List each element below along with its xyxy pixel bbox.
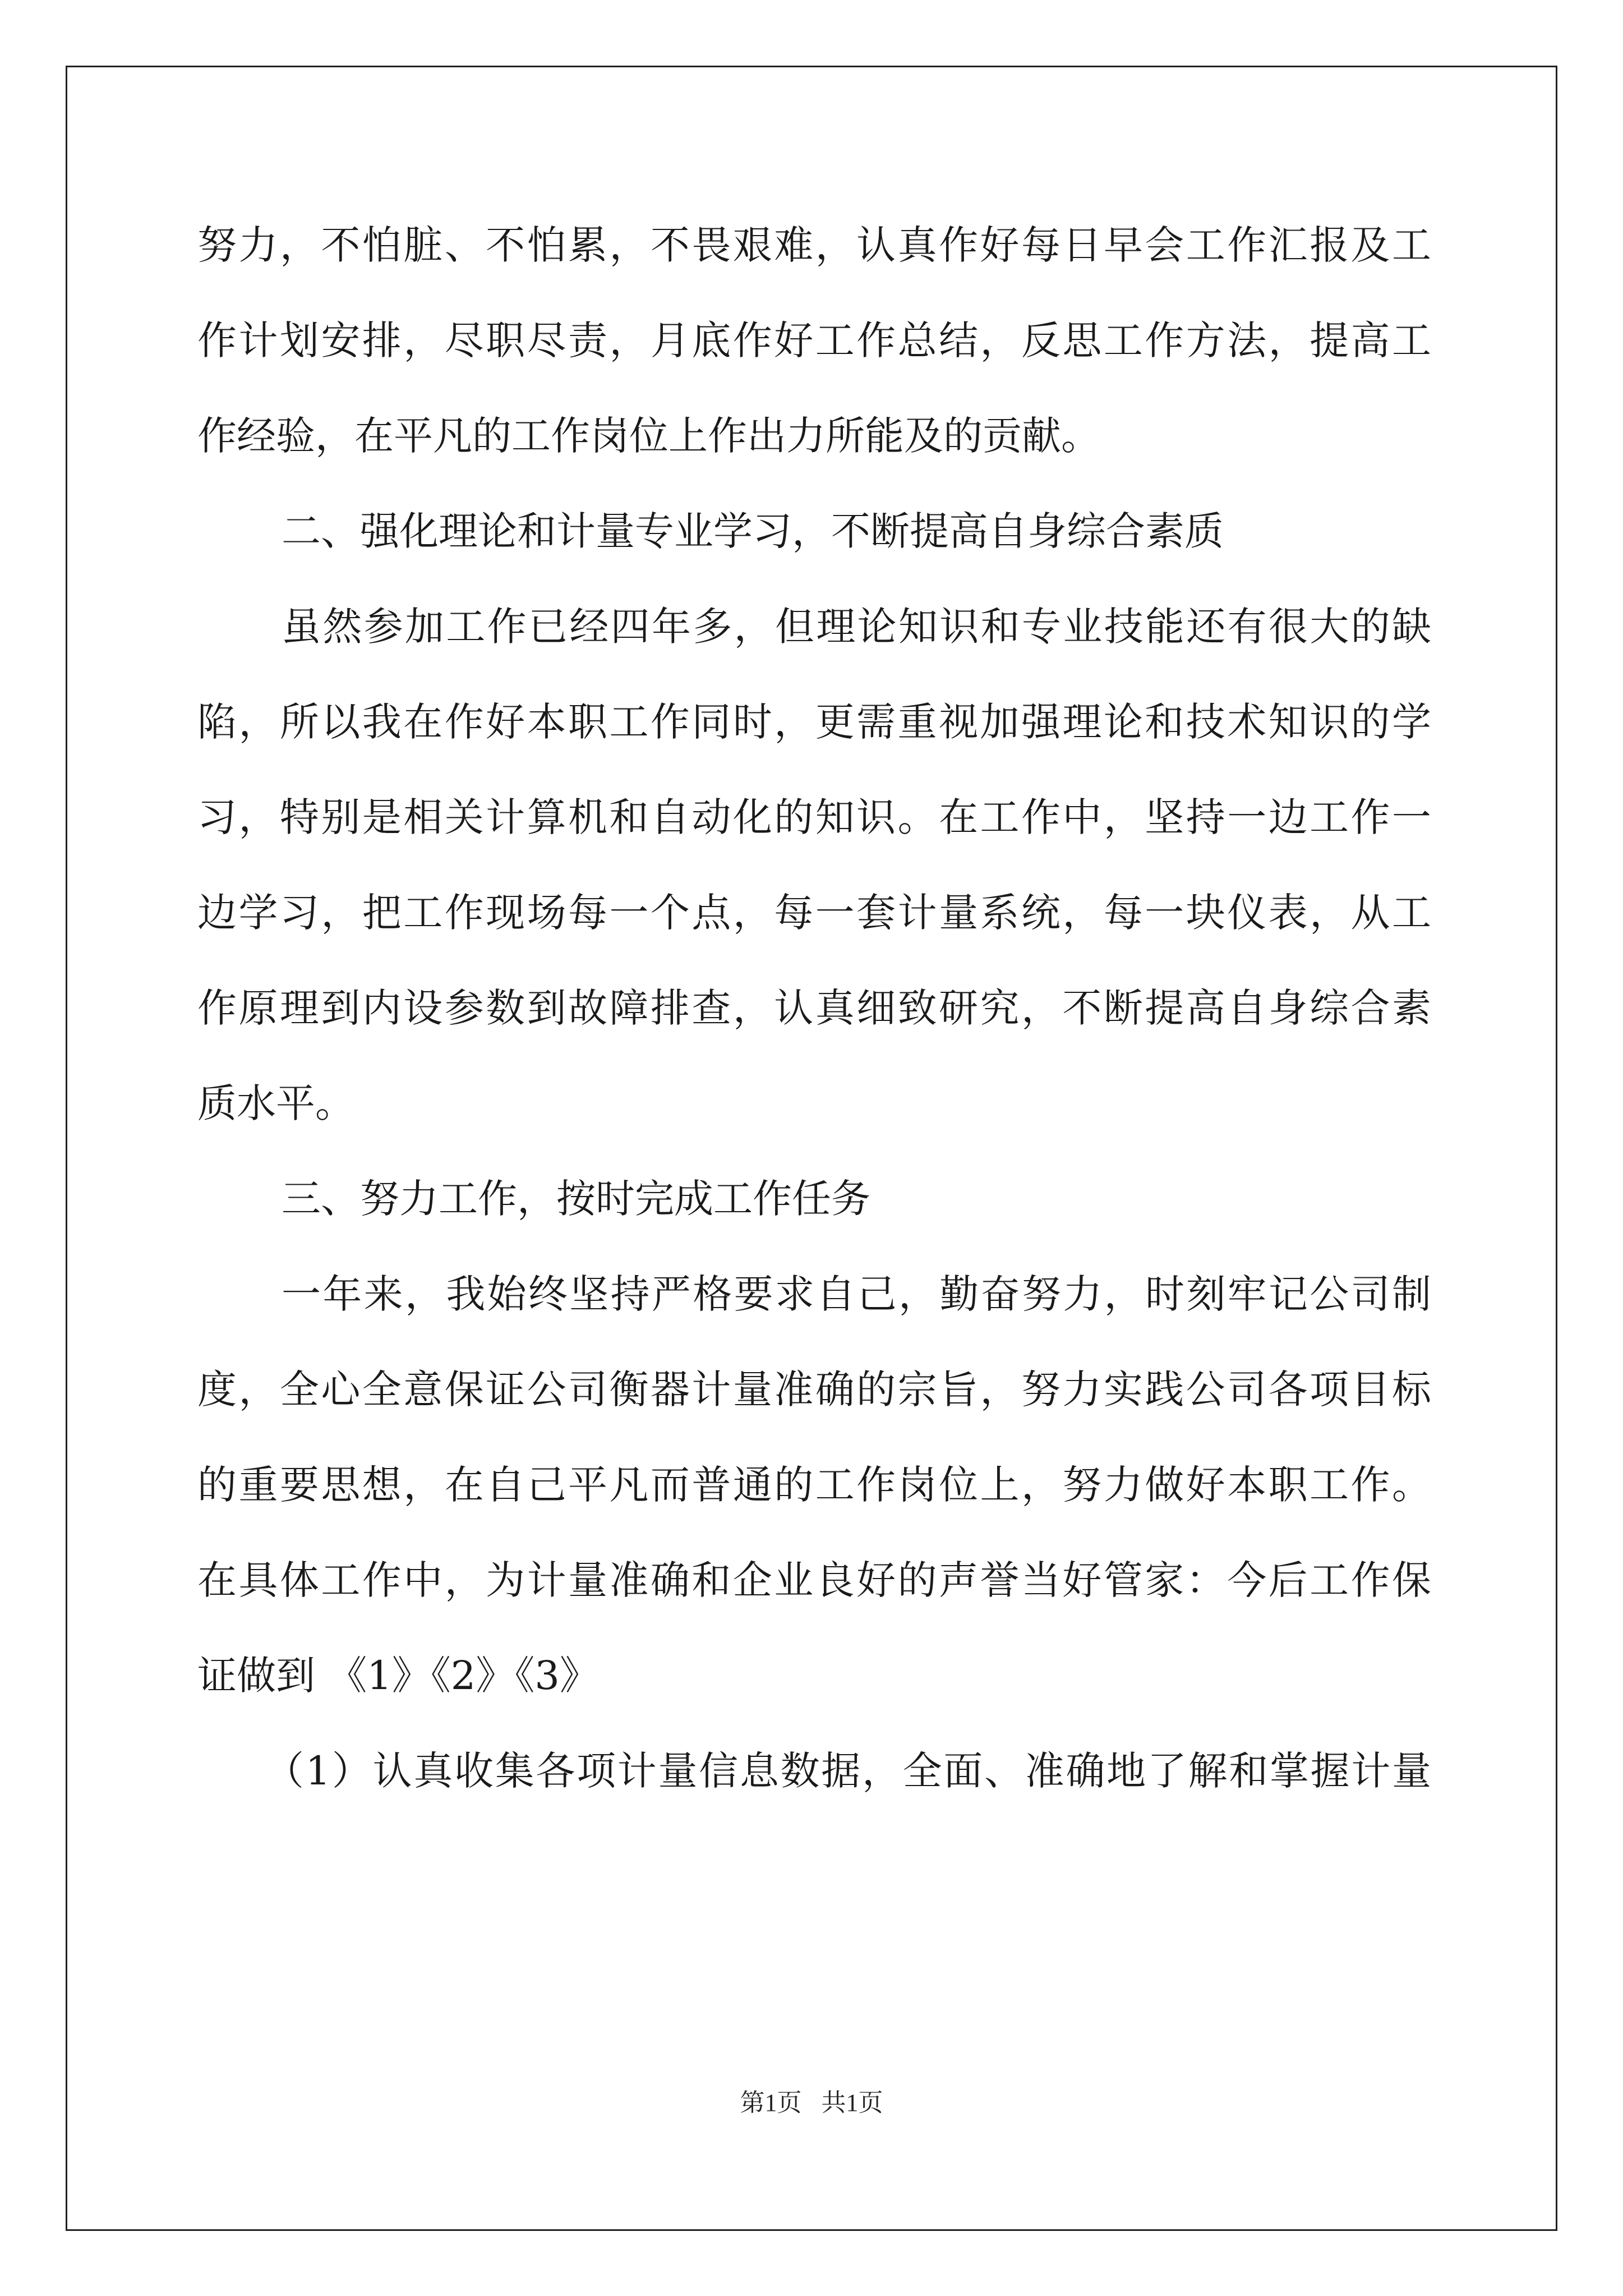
page-number: 第1页	[740, 2089, 802, 2116]
section-heading-3: 三、努力工作，按时完成工作任务	[282, 1176, 870, 1222]
page-footer	[0, 2082, 1623, 2118]
text-line-3: 作经验，在平凡的工作岗位上作出力所能及的贡献。	[197, 413, 1100, 459]
text-line-6: 陷，所以我在作好本职工作同时，更需重视加强理论和技术知识的学	[197, 699, 1431, 745]
text-line-8: 边学习，把工作现场每一个点，每一套计量系统，每一块仪表，从工	[197, 890, 1431, 936]
text-line-14: 的重要思想，在自己平凡而普通的工作岗位上，努力做好本职工作。	[197, 1462, 1431, 1508]
section-heading-2: 二、强化理论和计量专业学习，不断提高自身综合素质	[282, 508, 1224, 554]
text-line-9: 作原理到内设参数到故障排查，认真细致研究，不断提高自身综合素	[197, 985, 1431, 1031]
page-frame	[66, 66, 1557, 2231]
text-line-1: 努力，不怕脏、不怕累，不畏艰难，认真作好每日早会工作汇报及工	[197, 222, 1431, 268]
text-line-17: （1）认真收集各项计量信息数据，全面、准确地了解和掌握计量	[265, 1748, 1431, 1794]
text-line-13: 度，全心全意保证公司衡器计量准确的宗旨，努力实践公司各项目标	[197, 1366, 1431, 1412]
text-line-7: 习，特别是相关计算机和自动化的知识。在工作中，坚持一边工作一	[197, 794, 1431, 840]
text-line-16: 证做到 《1》《2》《3》	[197, 1653, 599, 1699]
text-line-15: 在具体工作中，为计量准确和企业良好的声誉当好管家：今后工作保	[197, 1557, 1431, 1603]
text-line-12: 一年来，我始终坚持严格要求自己，勤奋努力，时刻牢记公司制	[282, 1271, 1431, 1317]
page-total: 共1页	[821, 2089, 883, 2116]
text-line-2: 作计划安排，尽职尽责，月底作好工作总结，反思工作方法，提高工	[197, 318, 1431, 364]
text-line-5: 虽然参加工作已经四年多，但理论知识和专业技能还有很大的缺	[282, 604, 1431, 650]
text-line-10: 质水平。	[197, 1080, 354, 1126]
